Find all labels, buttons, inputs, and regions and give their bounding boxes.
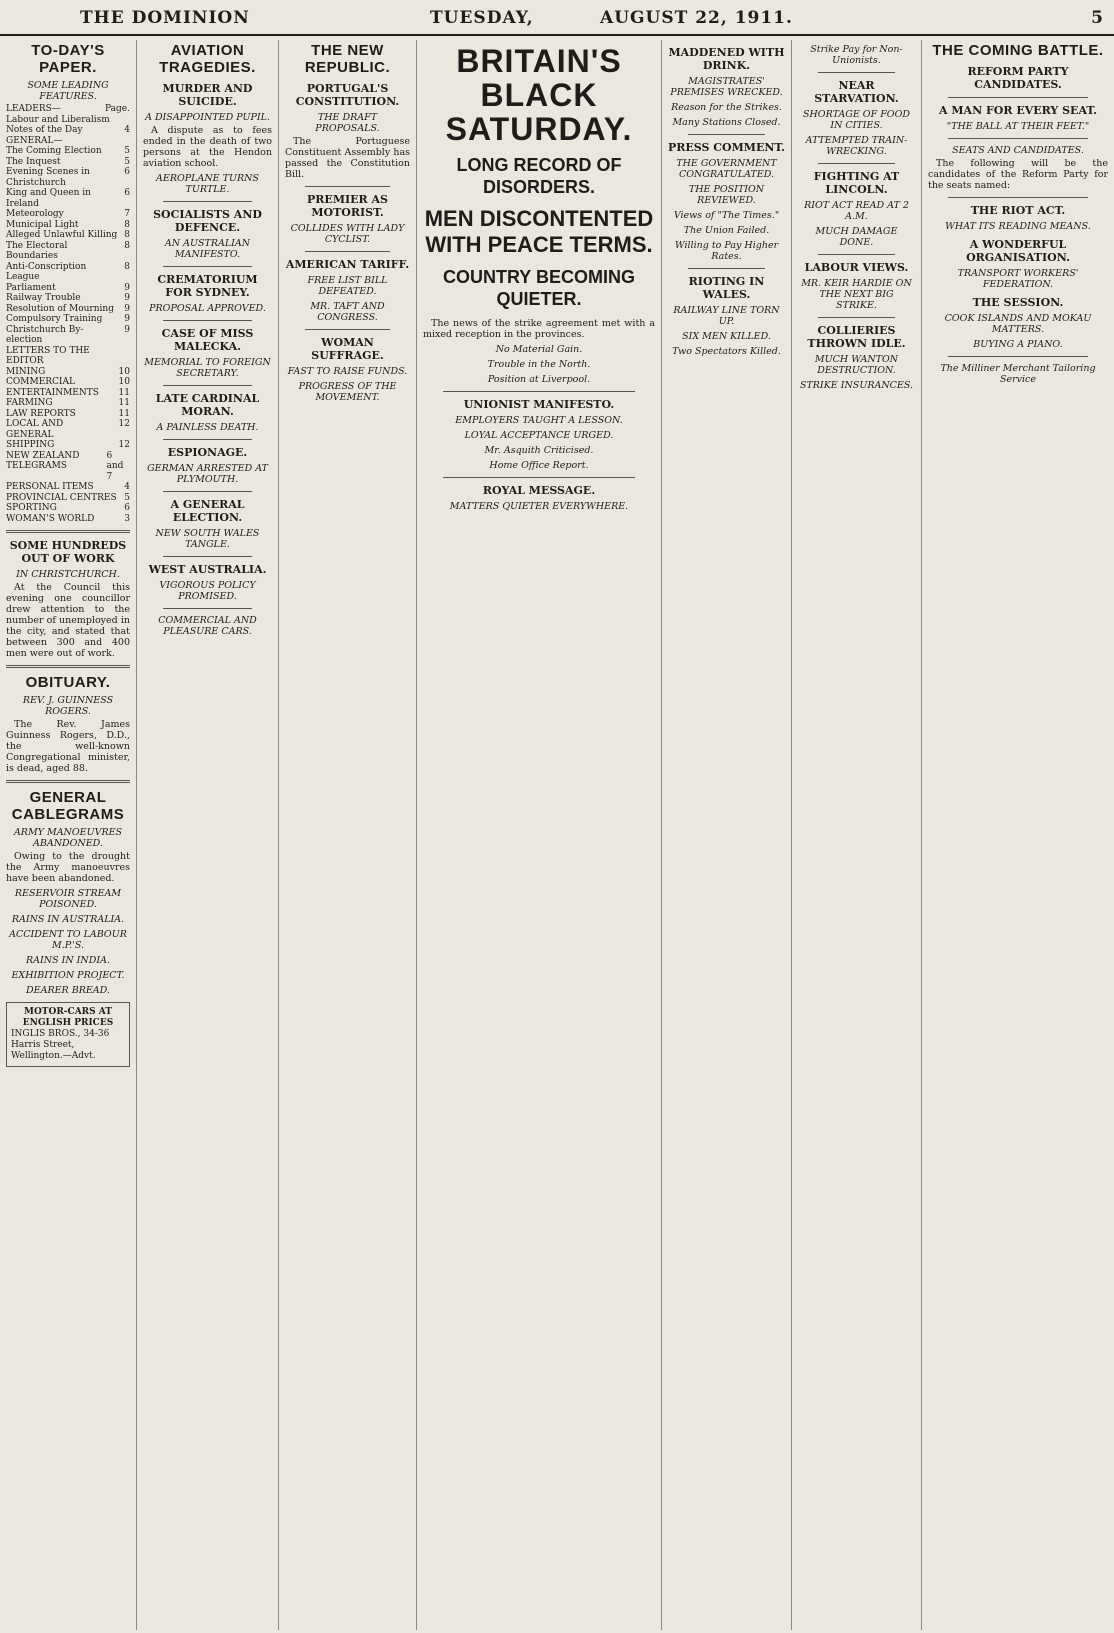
meaning-heading: WHAT ITS READING MEANS. xyxy=(945,221,1091,232)
index-label: LEADERS— xyxy=(6,104,61,114)
index-label: NEW ZEALAND TELEGRAMS xyxy=(6,450,80,471)
unionist-heading: UNIONIST MANIFESTO. xyxy=(463,398,615,411)
seats-heading: SEATS AND CANDIDATES. xyxy=(952,145,1084,156)
index-label: King and Queen in Ireland xyxy=(6,188,91,209)
riotact-heading: RIOT ACT READ AT 2 A.M. xyxy=(804,200,909,222)
espionage-heading: ESPIONAGE. xyxy=(167,446,248,459)
riot-act-heading: THE RIOT ACT. xyxy=(970,204,1066,217)
homeoffice-heading: Home Office Report. xyxy=(489,460,589,471)
taft-heading: MR. TAFT AND CONGRESS. xyxy=(310,301,385,323)
lead-headline: BRITAIN'S BLACK SATURDAY. xyxy=(445,43,633,147)
index-label: Compulsory Training xyxy=(6,314,103,324)
todays-paper-heading: TO-DAY'S PAPER. xyxy=(31,42,105,76)
column-2 xyxy=(137,40,279,1630)
index-page: 11 xyxy=(118,387,130,398)
index-page: 5 xyxy=(124,146,130,156)
index-page: 6 xyxy=(124,188,130,198)
proposal-heading: PROPOSAL APPROVED. xyxy=(149,303,266,314)
index-entry xyxy=(6,346,130,367)
labour-heading: LABOUR VIEWS. xyxy=(804,261,909,274)
index-entry xyxy=(6,262,130,283)
aviation-heading: AVIATION TRAGEDIES. xyxy=(159,42,256,76)
tariff-heading: AMERICAN TARIFF. xyxy=(285,258,410,271)
index-page: 9 xyxy=(124,293,130,303)
index-entry xyxy=(6,104,130,115)
six-heading: SIX MEN KILLED. xyxy=(682,331,771,342)
exhibition-heading: EXHIBITION PROJECT. xyxy=(11,970,125,981)
index-entry xyxy=(6,125,130,136)
index-page: 9 xyxy=(124,314,130,324)
index-entry xyxy=(6,367,130,378)
rains-india-heading: RAINS IN INDIA. xyxy=(25,955,110,966)
index-label: COMMERCIAL xyxy=(6,377,75,387)
index-page: 6 xyxy=(124,167,130,177)
freelist-heading: FREE LIST BILL DEFEATED. xyxy=(307,275,388,297)
index-label: FARMING xyxy=(6,398,53,408)
index-page: 11 xyxy=(118,398,130,408)
quieter-headline: COUNTRY BECOMING QUIETER. xyxy=(442,267,635,309)
hardie-heading: MR. KEIR HARDIE ON THE NEXT BIG STRIKE. xyxy=(801,278,912,311)
collieries-heading: COLLIERIES THROWN IDLE. xyxy=(807,324,906,350)
index-page: 8 xyxy=(124,219,130,230)
index-label: Parliament xyxy=(6,282,56,293)
matters-heading: MATTERS QUIETER EVERYWHERE. xyxy=(449,501,629,512)
stations-heading: Many Stations Closed. xyxy=(672,117,781,128)
index-page: 9 xyxy=(124,324,130,335)
moran-heading: LATE CARDINAL MORAN. xyxy=(155,392,260,418)
rioting-heading: RIOTING IN WALES. xyxy=(688,275,765,301)
contents-index xyxy=(6,104,130,524)
portugal-heading: PORTUGAL'S CONSTITUTION. xyxy=(295,82,400,108)
malecka-heading: CASE OF MISS MALECKA. xyxy=(161,327,254,353)
millinery-heading: The Milliner Merchant Tailoring Service xyxy=(940,363,1096,385)
socialists-heading: SOCIALISTS AND DEFENCE. xyxy=(153,208,262,234)
index-page: 4 xyxy=(124,125,130,135)
index-label: Christchurch By-election xyxy=(6,324,84,345)
index-page: 12 xyxy=(118,440,130,450)
rains-heading: RAINS IN AUSTRALIA. xyxy=(11,914,125,925)
index-entry xyxy=(6,409,130,420)
union-heading: The Union Failed. xyxy=(683,225,770,236)
rogers-text: The Rev. James Guinness Rogers, D.D., the well-known Congregational minister, is dead, aged 88. xyxy=(6,719,130,774)
index-entry xyxy=(6,514,130,525)
crematorium-heading: CREMATORIUM FOR SYDNEY. xyxy=(157,273,258,299)
index-page: Page. xyxy=(105,104,130,114)
painless-heading: A PAINLESS DEATH. xyxy=(156,422,259,433)
index-label: LOCAL AND GENERAL xyxy=(6,419,64,440)
liverpool-heading: Position at Liverpool. xyxy=(487,374,591,385)
index-label: Labour and Liberalism xyxy=(6,114,110,125)
index-entry xyxy=(6,209,130,220)
index-page: 9 xyxy=(124,282,130,293)
lead-subheadline: LONG RECORD OF DISORDERS. xyxy=(456,155,622,197)
column-5 xyxy=(662,40,792,1630)
index-entry xyxy=(6,157,130,168)
index-entry xyxy=(6,115,130,126)
index-entry xyxy=(6,220,130,231)
index-label: Resolution of Mourning xyxy=(6,303,114,314)
index-label: Notes of the Day xyxy=(6,125,83,135)
column-8 xyxy=(922,40,1114,1630)
index-entry xyxy=(6,398,130,409)
index-entry xyxy=(6,167,130,188)
obituary-heading: OBITUARY. xyxy=(25,674,111,691)
christchurch-text: At the Council this evening one councillor drew attention to the number of unemployed in the city, and stated that between 300 and 400 men were out of work. xyxy=(6,582,130,659)
motor-car-advert xyxy=(6,1002,130,1067)
wanton-heading: MUCH WANTON DESTRUCTION. xyxy=(814,354,899,376)
index-entry xyxy=(6,314,130,325)
loyal-heading: LOYAL ACCEPTANCE URGED. xyxy=(464,430,614,441)
masthead-title: THE DOMINION xyxy=(80,8,250,28)
masthead-date: AUGUST 22, 1911. xyxy=(600,8,793,28)
index-entry xyxy=(6,377,130,388)
maddened-heading: MADDENED WITH DRINK. xyxy=(668,46,785,72)
transport-heading: TRANSPORT WORKERS' FEDERATION. xyxy=(957,268,1079,290)
westaus-heading: WEST AUSTRALIA. xyxy=(148,563,267,576)
index-entry xyxy=(6,482,130,493)
index-entry xyxy=(6,325,130,346)
column-1 xyxy=(0,40,137,1630)
railway-heading: RAILWAY LINE TORN UP. xyxy=(673,305,780,327)
index-label: SHIPPING xyxy=(6,440,55,450)
every-seat-heading: A MAN FOR EVERY SEAT. xyxy=(939,104,1097,117)
congrat-heading: THE GOVERNMENT CONGRATULATED. xyxy=(676,158,777,180)
starvation-heading: NEAR STARVATION. xyxy=(814,79,899,105)
index-label: The Coming Election xyxy=(6,146,102,156)
fighting-heading: FIGHTING AT LINCOLN. xyxy=(813,170,900,196)
index-label: PROVINCIAL CENTRES xyxy=(6,492,117,503)
army-heading: ARMY MANOEUVRES ABANDONED. xyxy=(13,827,123,849)
index-page: 6 and 7 xyxy=(106,450,124,482)
index-label: Municipal Light xyxy=(6,219,79,230)
index-label: Railway Trouble xyxy=(6,293,81,303)
leading-features-subheading: SOME LEADING FEATURES. xyxy=(27,80,109,102)
index-entry xyxy=(6,230,130,241)
index-page: 8 xyxy=(124,261,130,272)
index-entry xyxy=(6,293,130,304)
masthead xyxy=(0,0,1114,36)
material-heading: No Material Gain. xyxy=(495,344,583,355)
index-page: 8 xyxy=(124,230,130,240)
index-entry xyxy=(6,146,130,157)
index-page: 7 xyxy=(124,209,130,219)
christchurch-subheading: IN CHRISTCHURCH. xyxy=(16,569,120,580)
coming-battle-heading: THE COMING BATTLE. xyxy=(932,42,1104,59)
memorial-heading: MEMORIAL TO FOREIGN SECRETARY. xyxy=(144,357,271,379)
index-entry xyxy=(6,241,130,262)
cook-heading: COOK ISLANDS AND MOKAU MATTERS. xyxy=(944,313,1092,335)
index-entry xyxy=(6,503,130,514)
german-heading: GERMAN ARRESTED AT PLYMOUTH. xyxy=(147,463,268,485)
royal-heading: ROYAL MESSAGE. xyxy=(482,484,596,497)
index-entry xyxy=(6,388,130,399)
column-6 xyxy=(792,40,922,1630)
suffrage-heading: WOMAN SUFFRAGE. xyxy=(311,336,384,362)
reason-heading: Reason for the Strikes. xyxy=(671,102,782,113)
magistrates-heading: MAGISTRATES' PREMISES WRECKED. xyxy=(670,76,783,98)
column-4 xyxy=(417,40,662,1630)
aeroplane-heading: AEROPLANE TURNS TURTLE. xyxy=(156,173,259,195)
index-label: Alleged Unlawful Killing xyxy=(6,230,118,240)
index-label: SPORTING xyxy=(6,503,57,513)
seats-text: The following will be the candidates of the Reform Party for the seats named: xyxy=(928,158,1108,191)
reservoir-heading: RESERVOIR STREAM POISONED. xyxy=(14,888,122,910)
pupil-text: A dispute as to fees ended in the death of two persons at the Hendon aviation school. xyxy=(143,125,272,169)
session-heading: THE SESSION. xyxy=(972,296,1064,309)
north-heading: Trouble in the North. xyxy=(487,359,591,370)
index-page: 8 xyxy=(124,240,130,251)
insurances-heading: STRIKE INSURANCES. xyxy=(799,380,914,391)
damage-heading: MUCH DAMAGE DONE. xyxy=(815,226,898,248)
index-label: Meteorology xyxy=(6,209,64,219)
spectators-heading: Two Spectators Killed. xyxy=(672,346,781,357)
nsw-heading: NEW SOUTH WALES TANGLE. xyxy=(155,528,260,550)
index-entry xyxy=(6,419,130,440)
index-label: LETTERS TO THE EDITOR xyxy=(6,345,90,366)
higher-heading: Willing to Pay Higher Rates. xyxy=(674,240,779,262)
commercial-heading: COMMERCIAL AND PLEASURE CARS. xyxy=(158,615,257,637)
index-label: The Inquest xyxy=(6,156,61,167)
lead-intro: The news of the strike agreement met with a mixed reception in the provinces. xyxy=(423,318,655,340)
index-page: 11 xyxy=(118,408,130,419)
pupil-heading: A DISAPPOINTED PUPIL. xyxy=(145,112,270,123)
republic-heading: THE NEW REPUBLIC. xyxy=(304,42,391,76)
election-heading: A GENERAL ELECTION. xyxy=(170,498,245,524)
manifesto-heading: AN AUSTRALIAN MANIFESTO. xyxy=(164,238,251,260)
index-label: Evening Scenes in Christchurch xyxy=(6,167,90,188)
rogers-heading: REV. J. GUINNESS ROGERS. xyxy=(22,695,114,717)
position-heading: THE POSITION REVIEWED. xyxy=(688,184,765,206)
draft-text: The Portuguese Constituent Assembly has passed the Constitution Bill. xyxy=(285,136,410,180)
index-page: 12 xyxy=(118,419,130,429)
ball-heading: "THE BALL AT THEIR FEET." xyxy=(946,121,1090,132)
army-text: Owing to the drought the Army manoeuvres have been abandoned. xyxy=(6,851,130,884)
index-label: LAW REPORTS xyxy=(6,408,76,419)
reform-heading: REFORM PARTY CANDIDATES. xyxy=(967,65,1069,91)
index-label: Anti-Conscription League xyxy=(6,261,87,282)
index-page: 9 xyxy=(124,303,130,314)
page-number: 5 xyxy=(1091,8,1104,28)
index-label: PERSONAL ITEMS xyxy=(6,482,94,492)
draft-heading: THE DRAFT PROPOSALS. xyxy=(315,112,380,134)
index-page: 5 xyxy=(124,492,130,503)
vigorous-heading: VIGOROUS POLICY PROMISED. xyxy=(159,580,256,602)
index-page: 10 xyxy=(118,366,130,377)
index-label: The Electoral Boundaries xyxy=(6,240,68,261)
progress-heading: PROGRESS OF THE MOVEMENT. xyxy=(298,381,397,403)
masthead-day: TUESDAY, xyxy=(430,8,534,28)
cablegrams-heading: GENERAL CABLEGRAMS xyxy=(11,789,125,823)
asquith-heading: Mr. Asquith Criticised. xyxy=(484,445,594,456)
index-label: ENTERTAINMENTS xyxy=(6,387,99,398)
advert-text: INGLIS BROS., 34-36 Harris Street, Wellington.—Advt. xyxy=(11,1029,110,1061)
times-heading: Views of "The Times." xyxy=(673,210,780,221)
peace-terms-headline: MEN DISCONTENTED WITH PEACE TERMS. xyxy=(424,206,654,257)
premier-heading: PREMIER AS MOTORIST. xyxy=(307,193,388,219)
index-label: WOMAN'S WORLD xyxy=(6,513,95,524)
index-page: 4 xyxy=(124,482,130,492)
index-entry xyxy=(6,283,130,294)
index-page: 5 xyxy=(124,156,130,167)
index-page: 6 xyxy=(124,503,130,513)
press-heading: PRESS COMMENT. xyxy=(668,141,785,154)
index-entry xyxy=(6,304,130,315)
shortage-heading: SHORTAGE OF FOOD IN CITIES. xyxy=(803,109,910,131)
unemployed-heading: SOME HUNDREDS OUT OF WORK xyxy=(9,539,127,565)
advert-title: MOTOR-CARS AT ENGLISH PRICES xyxy=(22,1007,114,1028)
index-page: 3 xyxy=(124,513,130,524)
column-3 xyxy=(279,40,417,1630)
wrecking-heading: ATTEMPTED TRAIN-WRECKING. xyxy=(805,135,908,157)
murder-heading: MURDER AND SUICIDE. xyxy=(162,82,253,108)
index-label: GENERAL— xyxy=(6,135,63,146)
index-label: MINING xyxy=(6,366,46,377)
index-entry xyxy=(6,136,130,147)
index-entry xyxy=(6,493,130,504)
index-page: 10 xyxy=(118,377,130,387)
wonderful-heading: A WONDERFUL ORGANISATION. xyxy=(966,238,1070,264)
index-entry xyxy=(6,188,130,209)
funds-heading: FAST TO RAISE FUNDS. xyxy=(287,366,408,377)
index-entry xyxy=(6,451,130,483)
dearer-heading: DEARER BREAD. xyxy=(26,985,110,996)
piano-heading: BUYING A PIANO. xyxy=(973,339,1063,350)
employers-heading: EMPLOYERS TAUGHT A LESSON. xyxy=(455,415,623,426)
nonunion-heading: Strike Pay for Non-Unionists. xyxy=(810,44,903,66)
accident-heading: ACCIDENT TO LABOUR M.P.'S. xyxy=(9,929,127,951)
index-entry xyxy=(6,440,130,451)
collides-heading: COLLIDES WITH LADY CYCLIST. xyxy=(290,223,405,245)
